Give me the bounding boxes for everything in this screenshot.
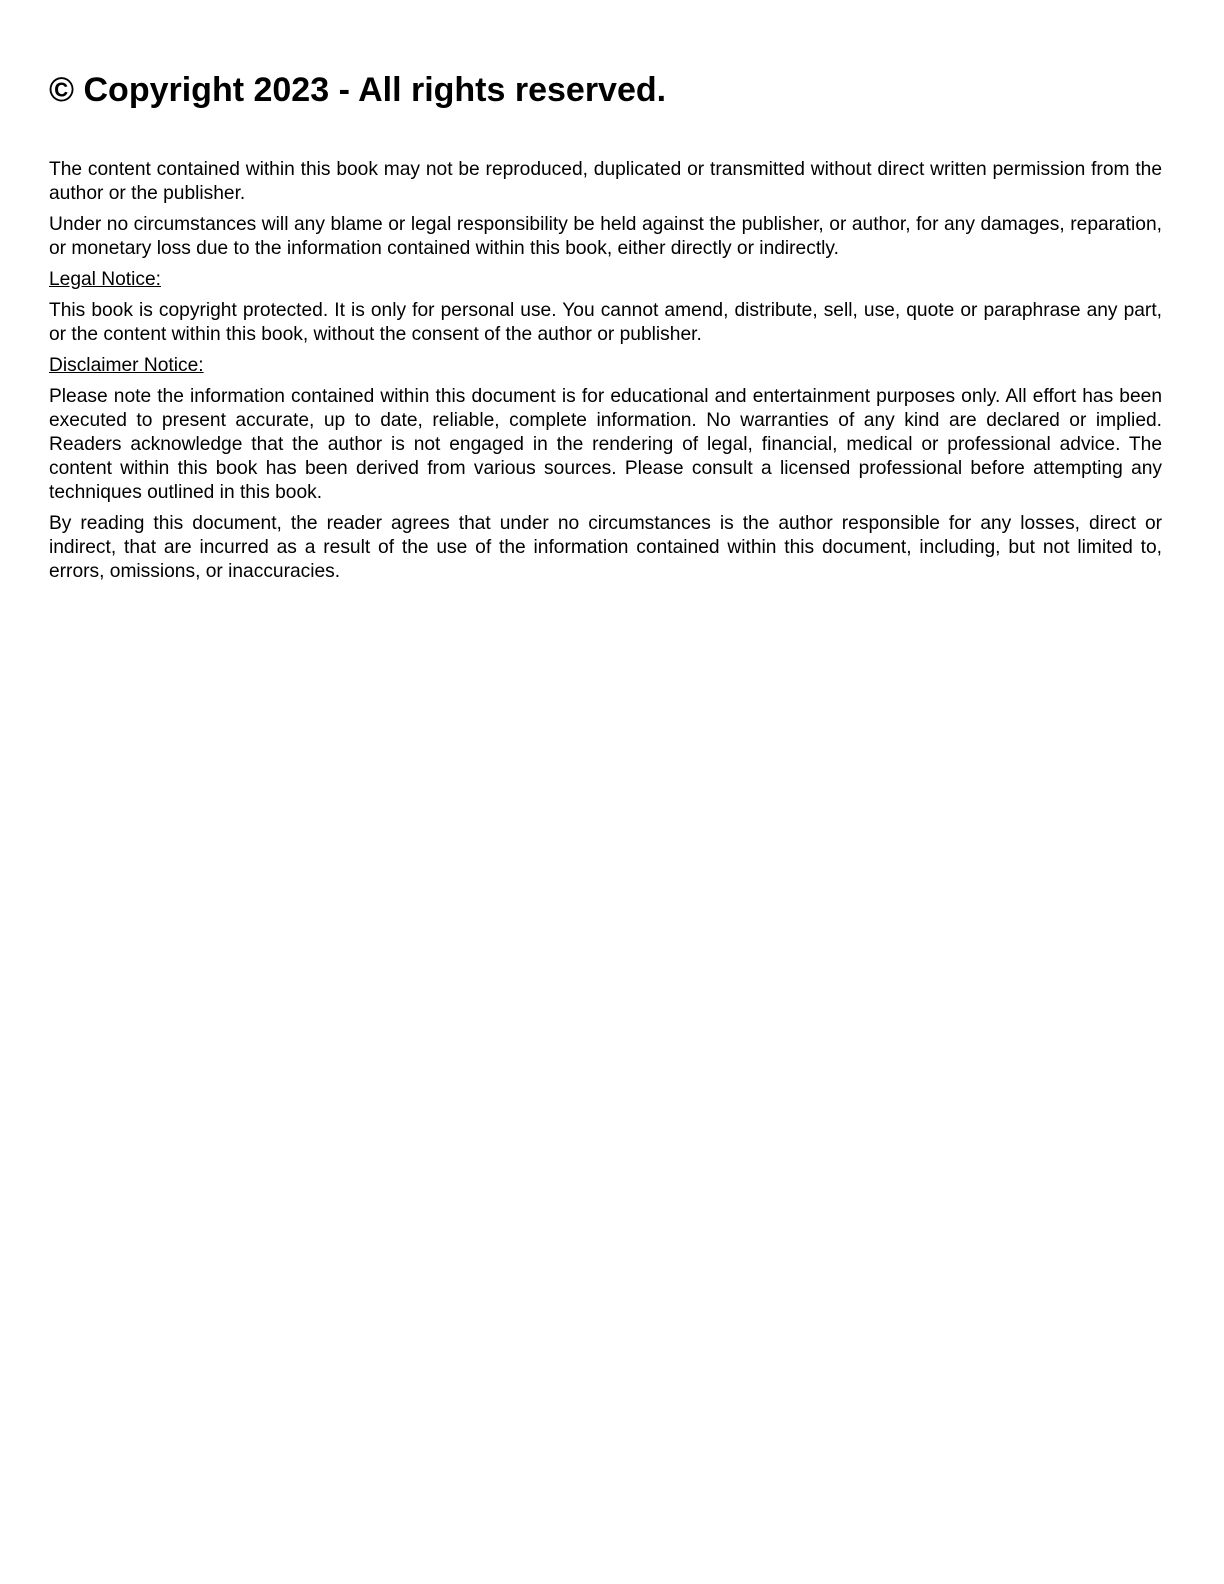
legal-notice-heading: Legal Notice:	[49, 269, 161, 290]
legal-notice-paragraph: This book is copyright protected. It is only for personal use. You cannot amend, distribute, sell, use, quote or paraphrase any part, or the content within this book, without the consent of the author or publisher.	[49, 300, 1162, 345]
copyright-page	[49, 68, 1162, 591]
page-title: © Copyright 2023 - All rights reserved.	[49, 71, 667, 109]
disclaimer-notice-heading: Disclaimer Notice:	[49, 355, 204, 376]
closing-paragraph: By reading this document, the reader agrees that under no circumstances is the author responsible for any losses, direct or indirect, that are incurred as a result of the use of the information contained within this document, including, but not limited to, errors, omissions, or inaccuracies.	[49, 513, 1162, 582]
disclaimer-notice-paragraph: Please note the information contained within this document is for educational and entertainment purposes only. All effort has been executed to present accurate, up to date, reliable, complete information. No warranties of any kind are declared or implied. Readers acknowledge that the author is not engaged in the rendering of legal, financial, medical or professional advice. The content within this book has been derived from various sources. Please consult a licensed professional before attempting any techniques outlined in this book.	[49, 386, 1162, 503]
reproduction-paragraph: The content contained within this book may not be reproduced, duplicated or transmitted without direct written permission from the author or the publisher.	[49, 159, 1162, 204]
liability-paragraph: Under no circumstances will any blame or legal responsibility be held against the publisher, or author, for any damages, reparation, or monetary loss due to the information contained within this book, either directly or indirectly.	[49, 214, 1162, 259]
